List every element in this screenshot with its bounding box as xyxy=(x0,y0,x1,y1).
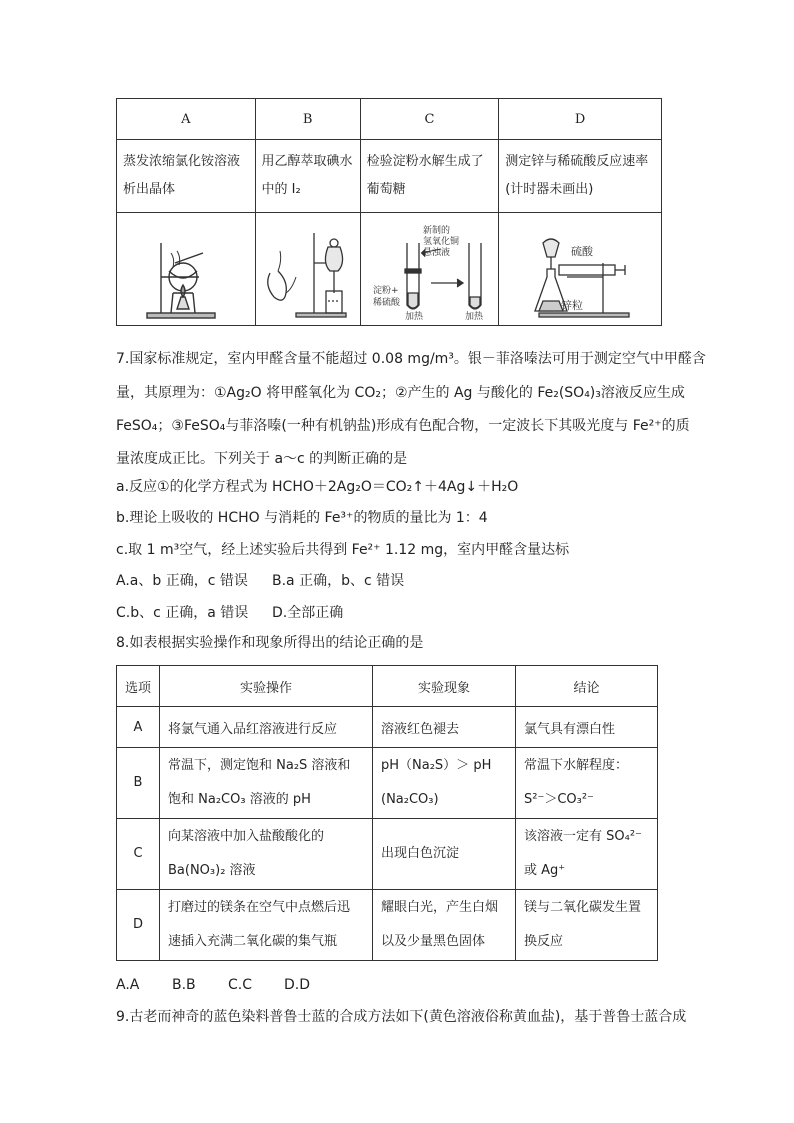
q8-option-b[interactable]: B.B xyxy=(172,977,196,993)
c-reagent-label-3: 悬浊液 xyxy=(422,248,450,258)
q7-option-a[interactable]: A.a、b 正确，c 错误 xyxy=(116,573,248,589)
q7-options-row-2 xyxy=(116,603,343,623)
evaporation-apparatus-icon xyxy=(117,213,253,321)
c-reagent-label-1: 新制的 xyxy=(422,226,450,236)
q8-options xyxy=(116,975,310,995)
q7-line-2: 量，其原理为：①Ag₂O 将甲醛氧化为 CO₂；②产生的 Ag 与酸化的 Fe₂(SO₄)₃溶液反应生成 xyxy=(116,385,685,401)
q8-stem: 8.如表根据实验操作和现象所得出的结论正确的是 xyxy=(116,635,424,651)
c-heat-label-2: 加热 xyxy=(464,312,483,321)
c-reagent-label-2: 氢氧化铜 xyxy=(422,237,459,247)
figure-a xyxy=(117,213,256,326)
desc-c: 检验淀粉水解生成了 葡萄糖 xyxy=(360,140,499,213)
figure-b xyxy=(255,213,360,326)
test-tubes-icon xyxy=(361,213,497,321)
q7-statement-a: a.反应①的化学方程式为 HCHO＋2Ag₂O＝CO₂↑＋4Ag↓＋H₂O xyxy=(116,479,519,495)
q8-header-operation: 实验操作 xyxy=(160,666,373,707)
q7-line-3: FeSO₄；③FeSO₄与菲洛嗪(一种有机钠盐)形成有色配合物，一定波长下其吸光度与 Fe²⁺的质 xyxy=(116,418,690,434)
table-row: B 常温下，测定饱和 Na₂S 溶液和 饱和 Na₂CO₃ 溶液的 pH pH（Na₂S）＞ pH (Na₂CO₃) 常温下水解程度： S²⁻＞CO₃²⁻ xyxy=(117,748,658,819)
figure-c xyxy=(360,213,499,326)
reaction-rate-apparatus-icon xyxy=(499,213,659,321)
q8-option-a[interactable]: A.A xyxy=(116,977,140,993)
q7-line-4: 量浓度成正比。下列关于 a～c 的判断正确的是 xyxy=(116,451,408,467)
q8-option-c[interactable]: C.C xyxy=(228,977,253,993)
col-header-a: A xyxy=(117,99,256,140)
q7-option-c[interactable]: C.b、c 正确，a 错误 xyxy=(116,605,249,621)
desc-d: 测定锌与稀硫酸反应速率 (计时器未画出) xyxy=(499,140,662,213)
experiment-table xyxy=(116,98,662,326)
table-row: D 打磨过的镁条在空气中点燃后迅 速插入充满二氧化碳的集气瓶 耀眼白光，产生白烟 以及少量黑色固体 镁与二氧化碳发生置 换反应 xyxy=(117,890,658,961)
table-row: C 向某溶液中加入盐酸酸化的 Ba(NO₃)₂ 溶液 出现白色沉淀 该溶液一定有 SO₄²⁻ 或 Ag⁺ xyxy=(117,819,658,890)
figure-d xyxy=(499,213,662,326)
c-left-label-1: 淀粉+ xyxy=(372,286,399,296)
d-zinc-label: 锌粒 xyxy=(561,299,584,312)
d-acid-label: 硫酸 xyxy=(571,245,594,258)
q7-statement-b: b.理论上吸收的 HCHO 与消耗的 Fe³⁺的物质的量比为 1：4 xyxy=(116,510,488,526)
q7-option-b[interactable]: B.a 正确，b、c 错误 xyxy=(272,573,405,589)
table-row: A 将氯气通入品红溶液进行反应 溶液红色褪去 氯气具有漂白性 xyxy=(117,707,658,748)
q8-header-conclusion: 结论 xyxy=(516,666,658,707)
col-header-c: C xyxy=(360,99,499,140)
c-heat-label-1: 加热 xyxy=(404,312,423,321)
q7-option-d[interactable]: D.全部正确 xyxy=(272,605,344,621)
q8-header-phenomenon: 实验现象 xyxy=(373,666,516,707)
q7-line-1: 7.国家标准规定，室内甲醛含量不能超过 0.08 mg/m³。银－菲洛嗪法可用于测定空气中甲醛含 xyxy=(116,351,706,367)
q8-header-option: 选项 xyxy=(117,666,160,707)
q8-table xyxy=(116,665,658,961)
c-left-label-2: 稀硫酸 xyxy=(372,298,400,308)
desc-a: 蒸发浓缩氯化铵溶液 析出晶体 xyxy=(117,140,256,213)
col-header-d: D xyxy=(499,99,662,140)
col-header-b: B xyxy=(255,99,360,140)
q7-options-row-1 xyxy=(116,571,404,591)
separatory-funnel-icon xyxy=(256,213,356,321)
q8-option-d[interactable]: D.D xyxy=(284,977,311,993)
desc-b: 用乙醇萃取碘水 中的 I₂ xyxy=(255,140,360,213)
q9-line-1: 9.古老而神奇的蓝色染料普鲁士蓝的合成方法如下(黄色溶液俗称黄血盐)，基于普鲁士蓝合成 xyxy=(116,1009,687,1025)
q7-statement-c: c.取 1 m³空气，经上述实验后共得到 Fe²⁺ 1.12 mg，室内甲醛含量达标 xyxy=(116,542,570,558)
